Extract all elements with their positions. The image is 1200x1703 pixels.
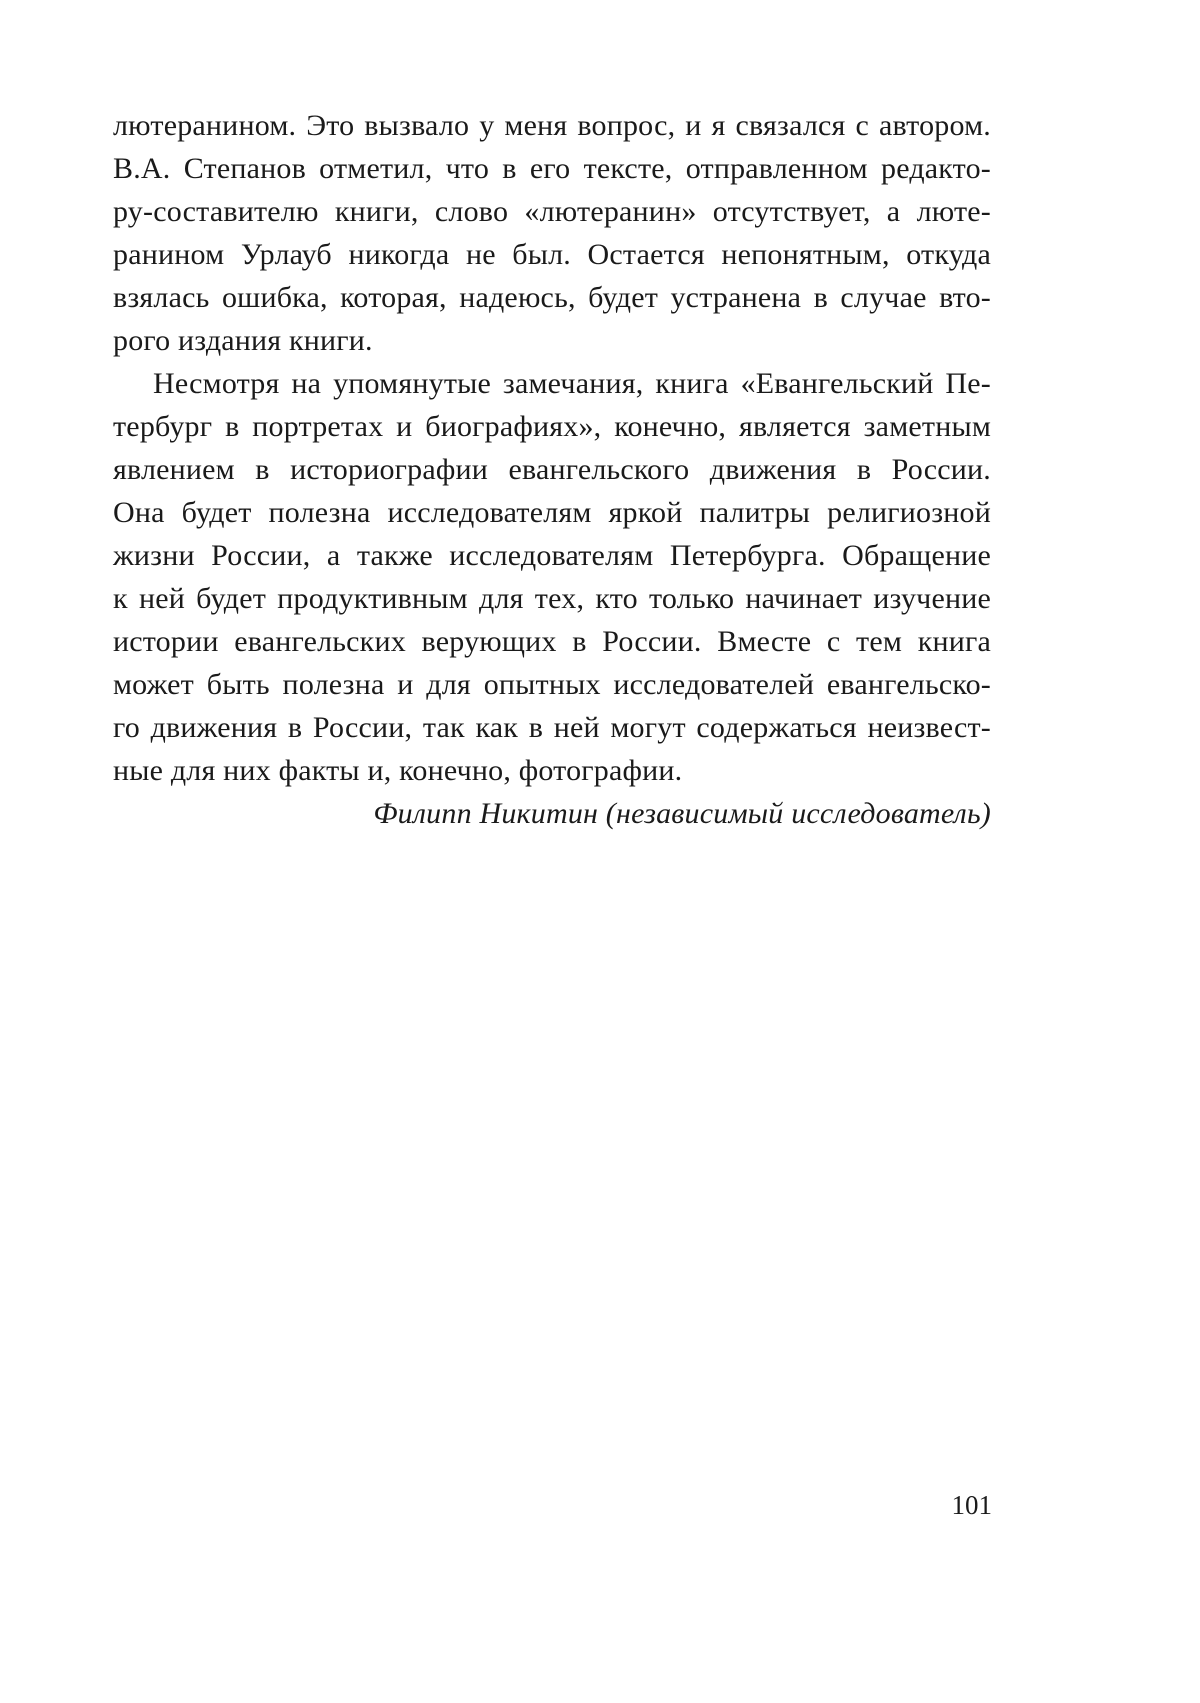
text-line: истории евангельских верующих в России. Вместе с тем книга (113, 625, 991, 658)
text-line: ру-составителю книги, слово «лютеранин» отсутствует, а люте- (113, 195, 991, 228)
text-line: В.А. Степанов отметил, что в его тексте, отправленном редакто- (113, 152, 991, 185)
text-line: Несмотря на упомянутые замечания, книга «Евангельский Пе- (153, 367, 991, 400)
text-line: тербург в портретах и биографиях», конечно, является заметным (113, 410, 991, 443)
author-signature: Филипп Никитин (независимый исследователь) (373, 797, 991, 830)
text-line: жизни России, а также исследователям Петербурга. Обращение (113, 539, 991, 572)
text-line: рого издания книги. (113, 324, 373, 357)
text-line: к ней будет продуктивным для тех, кто только начинает изучение (113, 582, 991, 615)
text-line: ные для них факты и, конечно, фотографии. (113, 754, 683, 787)
text-line: го движения в России, так как в ней могут содержаться неизвест- (113, 711, 991, 744)
text-line: взялась ошибка, которая, надеюсь, будет устранена в случае вто- (113, 281, 991, 314)
paragraph (113, 104, 991, 362)
text-line: лютеранином. Это вызвало у меня вопрос, и я связался с автором. (113, 109, 991, 142)
text-block (113, 104, 991, 835)
text-line: явлением в историографии евангельского движения в России. (113, 453, 991, 486)
text-line: Она будет полезна исследователям яркой палитры религиозной (113, 496, 991, 529)
page-number: 101 (951, 1490, 992, 1520)
text-line: может быть полезна и для опытных исследователей евангельско- (113, 668, 991, 701)
text-line: ранином Урлауб никогда не был. Остается непонятным, откуда (113, 238, 991, 271)
paragraph (113, 362, 991, 792)
